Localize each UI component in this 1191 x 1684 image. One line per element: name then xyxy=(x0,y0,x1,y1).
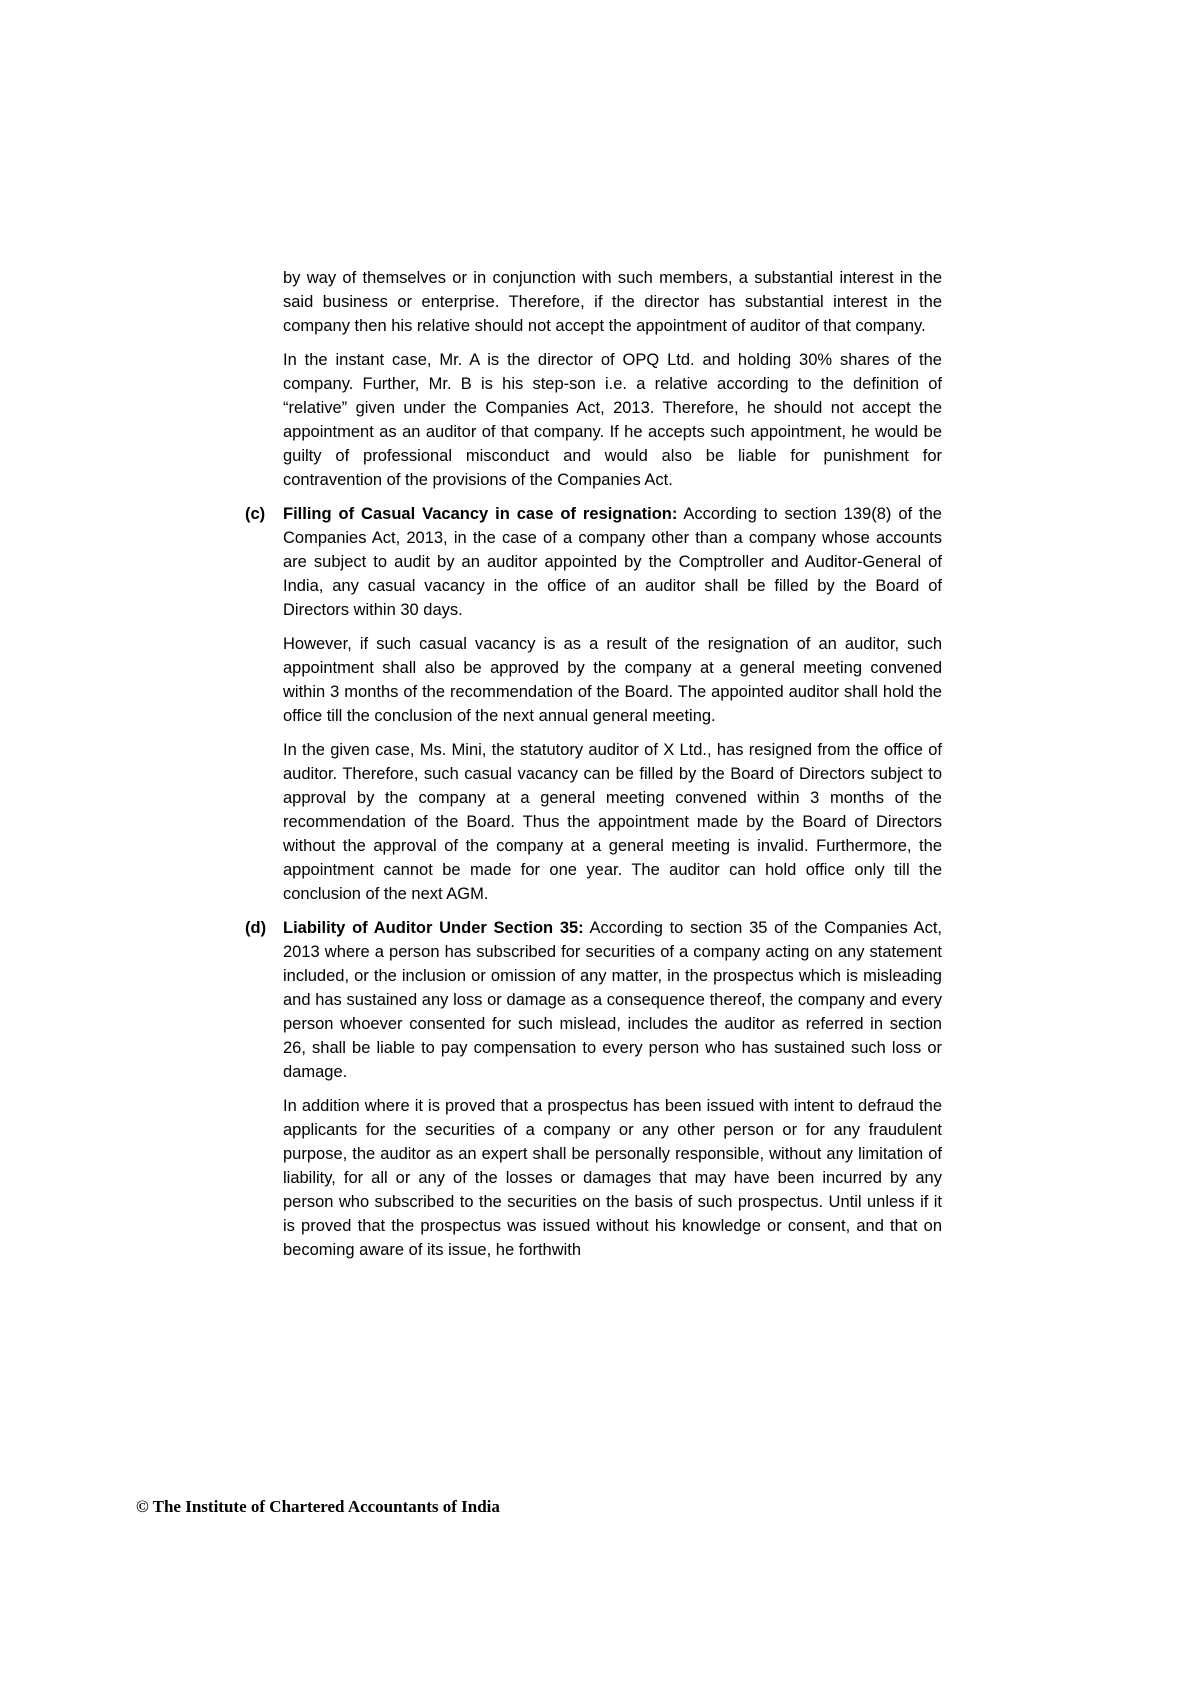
item-label-c: (c) xyxy=(245,505,266,523)
item-label-d: (d) xyxy=(245,919,267,937)
paragraph: by way of themselves or in conjunction with such members, a substantial interest in the said business or enterprise. Therefore, if the director has substantial interest in the company then his relative should not accept the appointment of auditor of that company. xyxy=(283,269,942,335)
list-item-d xyxy=(245,916,942,1272)
paragraph: In addition where it is proved that a prospectus has been issued with intent to defraud the applicants for the securities of a company or any other person or for any fraudulent purpose, the auditor as an expert shall be personally responsible, without any limitation of liability, for all or any of the losses or damages that may have been incurred by any person who subscribed to the securities on the basis of such prospectus. Until unless if it is proved that the prospectus was issued without his knowledge or consent, and that on becoming aware of its issue, he forthwith xyxy=(283,1097,942,1259)
item-heading: Filling of Casual Vacancy in case of resignation: xyxy=(283,505,678,523)
paragraph: In the given case, Ms. Mini, the statutory auditor of X Ltd., has resigned from the office of auditor. Therefore, such casual vacancy can be filled by the Board of Directors subject to approval by the company at a general meeting convened within 3 months of the recommendation of the Board. Thus the appointment made by the Board of Directors without the approval of the company at a general meeting is invalid. Furthermore, the appointment cannot be made for one year. The auditor can hold office only till the conclusion of the next AGM. xyxy=(283,741,942,903)
item-lead-text: According to section 139(8) of the Companies Act, 2013, in the case of a company other than a company whose accounts are subject to audit by an auditor appointed by the Comptroller and Auditor-General of India, any casual vacancy in the office of an auditor shall be filled by the Board of Directors within 30 days. xyxy=(283,505,942,619)
item-body-d xyxy=(283,916,942,1272)
paragraph: In the instant case, Mr. A is the director of OPQ Ltd. and holding 30% shares of the company. Further, Mr. B is his step-son i.e. a relative according to the definition of “relative” given under the Companies Act, 2013. Therefore, he should not accept the appointment as an auditor of that company. If he accepts such appointment, he would be guilty of professional misconduct and would also be liable for punishment for contravention of the provisions of the Companies Act. xyxy=(283,351,942,489)
item-heading: Liability of Auditor Under Section 35: xyxy=(283,919,584,937)
item-lead-paragraph xyxy=(283,502,942,622)
item-lead-paragraph xyxy=(283,916,942,1084)
page-content xyxy=(245,266,942,1272)
item-body-c xyxy=(283,502,942,916)
paragraph: However, if such casual vacancy is as a result of the resignation of an auditor, such appointment shall also be approved by the company at a general meeting convened within 3 months of the recommendation of the Board. The appointed auditor shall hold the office till the conclusion of the next annual general meeting. xyxy=(283,635,942,725)
item-lead-text: According to section 35 of the Companies Act, 2013 where a person has subscribed for securities of a company acting on any statement included, or the inclusion or omission of any matter, in the prospectus which is misleading and has sustained any loss or damage as a consequence thereof, the company and every person whoever consented for such mislead, includes the auditor as referred in section 26, shall be liable to pay compensation to every person who has sustained such loss or damage. xyxy=(283,919,942,1081)
copyright-footer: © The Institute of Chartered Accountants of India xyxy=(136,1497,500,1516)
list-item-c xyxy=(245,502,942,916)
